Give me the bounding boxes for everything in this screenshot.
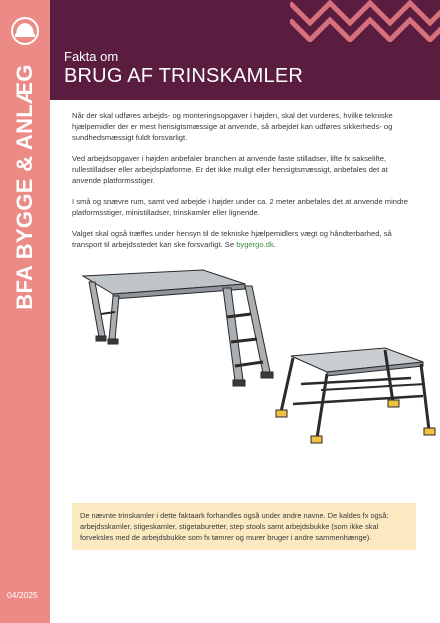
platform-step-stool — [83, 270, 273, 386]
step-stools-illustration — [55, 262, 440, 452]
helmet-icon — [10, 16, 40, 46]
paragraph: Ved arbejdsopgaver i højden anbefaler branchen at anvende faste stilladser, lifte fx sakselifte, rullestilladser eller arbejdsplatforme. Er det ikke muligt eller hensigtsmæssigt, anbefales det at anvende platformsstiger. — [72, 154, 388, 185]
paragraph-text: Valget skal også træffes under hensyn til de tekniske hjælpemidlers vægt og håndterbarhed, så transport til arbejdsstedet kan ske forsvarligt. Se — [72, 229, 392, 249]
paragraph-end: . — [273, 240, 276, 249]
sidebar — [0, 0, 50, 623]
info-box — [72, 503, 416, 550]
paragraph: I små og snævre rum, samt ved arbejde i højder under ca. 2 meter anbefales det at anvende mindre platformsstiger, ministilladser, trinskamler eller lignende. — [72, 197, 408, 217]
publication-date: 04/2025 — [7, 590, 38, 600]
page-title: BRUG AF TRINSKAMLER — [64, 65, 304, 87]
paragraph: Når der skal udføres arbejds- og monteringsopgaver i højden, skal det vurderes, hvilke tekniske hjælpemidler der er mest hensigtsmæssige at anvende, så arbejdet kan udføres sikkerheds- og sundhedsmæssigt fuldt forsvarligt. — [72, 111, 393, 142]
body-text — [72, 110, 412, 260]
info-text: De nævnte trinskamler i dette faktaark forhandles også under andre navne. De kaldes fx også: arbejdsskamler, stigeskamler, stigetaburetter, step stools samt arbejdsbukke (som ikke skal forveksles med de arbejdsbukke som fx tømrer og murer bruger i andre sammenhænge). — [80, 511, 389, 542]
square-step-stool — [276, 348, 435, 443]
header-kicker: Fakta om — [64, 49, 119, 64]
chevron-pattern — [290, 0, 440, 42]
brand-title: BFA BYGGE & ANLÆG — [12, 64, 37, 310]
bygergo-link[interactable]: bygergo.dk — [236, 240, 274, 249]
header — [50, 0, 440, 100]
paragraph — [72, 228, 412, 250]
